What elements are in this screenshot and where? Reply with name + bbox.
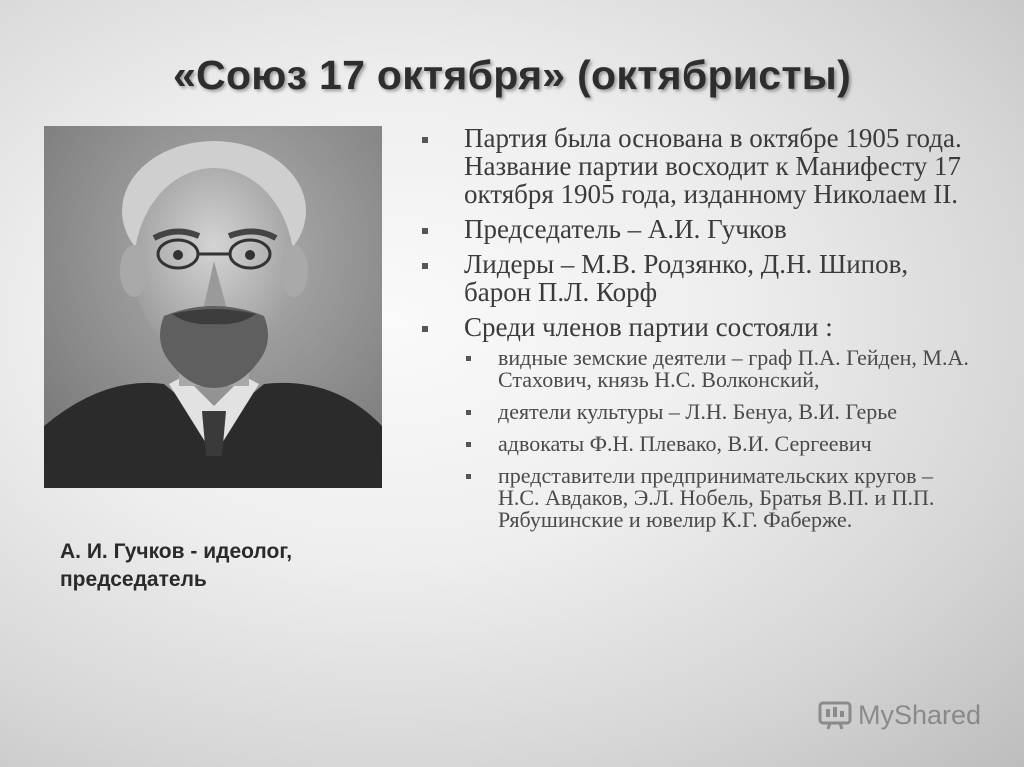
point-leaders: Лидеры – М.В. Родзянко, Д.Н. Шипов, барон П.Л. Корф [420, 250, 980, 306]
square-bullet-icon [466, 474, 471, 479]
myshared-watermark [818, 700, 981, 731]
portrait-photo [44, 126, 382, 488]
subpoint-entrepreneurs: представители предпринимательских кругов – Н.С. Авдаков, Э.Л. Нобель, Братья В.П. и П.П. Рябушинские и ювелир К.Г. Фаберже. [420, 465, 980, 531]
slide-title: «Союз 17 октября» (октябристы) [172, 52, 852, 98]
subpoint-zemstvo: видные земские деятели – граф П.А. Гейден, М.А. Стахович, князь Н.С. Волконский, [420, 347, 980, 391]
square-bullet-icon [466, 442, 471, 447]
square-bullet-icon [422, 263, 428, 269]
portrait-caption: А. И. Гучков - идеолог, председатель [60, 540, 293, 591]
square-bullet-icon [422, 228, 428, 234]
point-chairman: Председатель – А.И. Гучков [420, 215, 980, 243]
point-members: Среди членов партии состояли : [420, 313, 980, 341]
point-founded: Партия была основана в октябре 1905 года. Название партии восходит к Манифесту 17 октября 1905 года, изданному Николаем II. [420, 124, 980, 208]
square-bullet-icon [466, 356, 471, 361]
slide-content [420, 124, 980, 541]
watermark-text: MyShared [858, 700, 982, 730]
myshared-logo-icon [818, 701, 852, 731]
square-bullet-icon [422, 137, 428, 143]
square-bullet-icon [422, 326, 428, 332]
subpoint-lawyers: адвокаты Ф.Н. Плевако, В.И. Сергеевич [420, 433, 980, 455]
subpoint-culture: деятели культуры – Л.Н. Бенуа, В.И. Герье [420, 401, 980, 423]
square-bullet-icon [466, 410, 471, 415]
